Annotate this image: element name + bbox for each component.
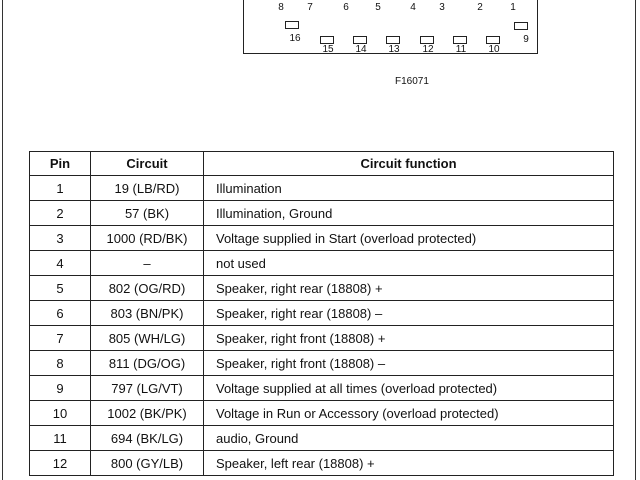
pin-label-4: 4 — [410, 2, 416, 13]
cell-circuit: 803 (BN/PK) — [91, 301, 204, 326]
header-function: Circuit function — [204, 152, 614, 176]
pin-11-socket — [453, 36, 467, 44]
pin-16-socket — [285, 21, 299, 29]
cell-circuit: – — [91, 251, 204, 276]
cell-function: Speaker, right front (18808) + — [204, 326, 614, 351]
cell-pin: 9 — [30, 376, 91, 401]
pinout-table — [29, 151, 614, 476]
table-row — [30, 426, 614, 451]
cell-circuit: 811 (DG/OG) — [91, 351, 204, 376]
pin-label-13: 13 — [388, 44, 400, 55]
connector-diagram — [0, 0, 640, 70]
table-row — [30, 226, 614, 251]
table-row — [30, 251, 614, 276]
table-row — [30, 401, 614, 426]
pin-label-8: 8 — [278, 2, 284, 13]
table-row — [30, 351, 614, 376]
table-row — [30, 276, 614, 301]
figure-id: F16071 — [395, 76, 429, 87]
page-border-right — [635, 0, 636, 480]
pin-label-7: 7 — [307, 2, 313, 13]
pin-14-socket — [353, 36, 367, 44]
pin-13-socket — [386, 36, 400, 44]
table-row — [30, 201, 614, 226]
pin-10-socket — [486, 36, 500, 44]
cell-function: Speaker, right rear (18808) + — [204, 276, 614, 301]
table-header-row — [30, 152, 614, 176]
table-row — [30, 301, 614, 326]
cell-function: Speaker, right front (18808) – — [204, 351, 614, 376]
table-body — [30, 176, 614, 476]
cell-circuit: 797 (LG/VT) — [91, 376, 204, 401]
cell-function: Voltage supplied at all times (overload protected) — [204, 376, 614, 401]
pin-label-11: 11 — [455, 44, 467, 55]
cell-pin: 10 — [30, 401, 91, 426]
pin-label-14: 14 — [355, 44, 367, 55]
cell-pin: 5 — [30, 276, 91, 301]
cell-function: audio, Ground — [204, 426, 614, 451]
pin-label-6: 6 — [343, 2, 349, 13]
cell-pin: 12 — [30, 451, 91, 476]
pin-label-3: 3 — [439, 2, 445, 13]
cell-circuit: 802 (OG/RD) — [91, 276, 204, 301]
pin-12-socket — [420, 36, 434, 44]
pin-label-12: 12 — [422, 44, 434, 55]
page-border-left — [2, 0, 3, 480]
cell-pin: 6 — [30, 301, 91, 326]
cell-function: not used — [204, 251, 614, 276]
cell-circuit: 805 (WH/LG) — [91, 326, 204, 351]
cell-function: Speaker, left rear (18808) + — [204, 451, 614, 476]
header-pin: Pin — [30, 152, 91, 176]
pin-label-9: 9 — [523, 34, 529, 45]
header-circuit: Circuit — [91, 152, 204, 176]
table-row — [30, 326, 614, 351]
cell-circuit: 57 (BK) — [91, 201, 204, 226]
pin-label-16: 16 — [289, 33, 301, 44]
pin-15-socket — [320, 36, 334, 44]
pin-label-15: 15 — [322, 44, 334, 55]
cell-pin: 2 — [30, 201, 91, 226]
cell-pin: 4 — [30, 251, 91, 276]
cell-circuit: 1002 (BK/PK) — [91, 401, 204, 426]
cell-function: Voltage in Run or Accessory (overload protected) — [204, 401, 614, 426]
cell-function: Illumination — [204, 176, 614, 201]
cell-function: Voltage supplied in Start (overload protected) — [204, 226, 614, 251]
cell-function: Illumination, Ground — [204, 201, 614, 226]
pin-label-1: 1 — [510, 2, 516, 13]
cell-pin: 7 — [30, 326, 91, 351]
pin-label-2: 2 — [477, 2, 483, 13]
table-row — [30, 176, 614, 201]
cell-circuit: 19 (LB/RD) — [91, 176, 204, 201]
table-row — [30, 451, 614, 476]
cell-circuit: 694 (BK/LG) — [91, 426, 204, 451]
pin-9-socket — [514, 22, 528, 30]
cell-circuit: 1000 (RD/BK) — [91, 226, 204, 251]
pin-label-5: 5 — [375, 2, 381, 13]
cell-pin: 11 — [30, 426, 91, 451]
pin-label-10: 10 — [488, 44, 500, 55]
cell-circuit: 800 (GY/LB) — [91, 451, 204, 476]
cell-pin: 8 — [30, 351, 91, 376]
cell-function: Speaker, right rear (18808) – — [204, 301, 614, 326]
cell-pin: 3 — [30, 226, 91, 251]
cell-pin: 1 — [30, 176, 91, 201]
table-row — [30, 376, 614, 401]
